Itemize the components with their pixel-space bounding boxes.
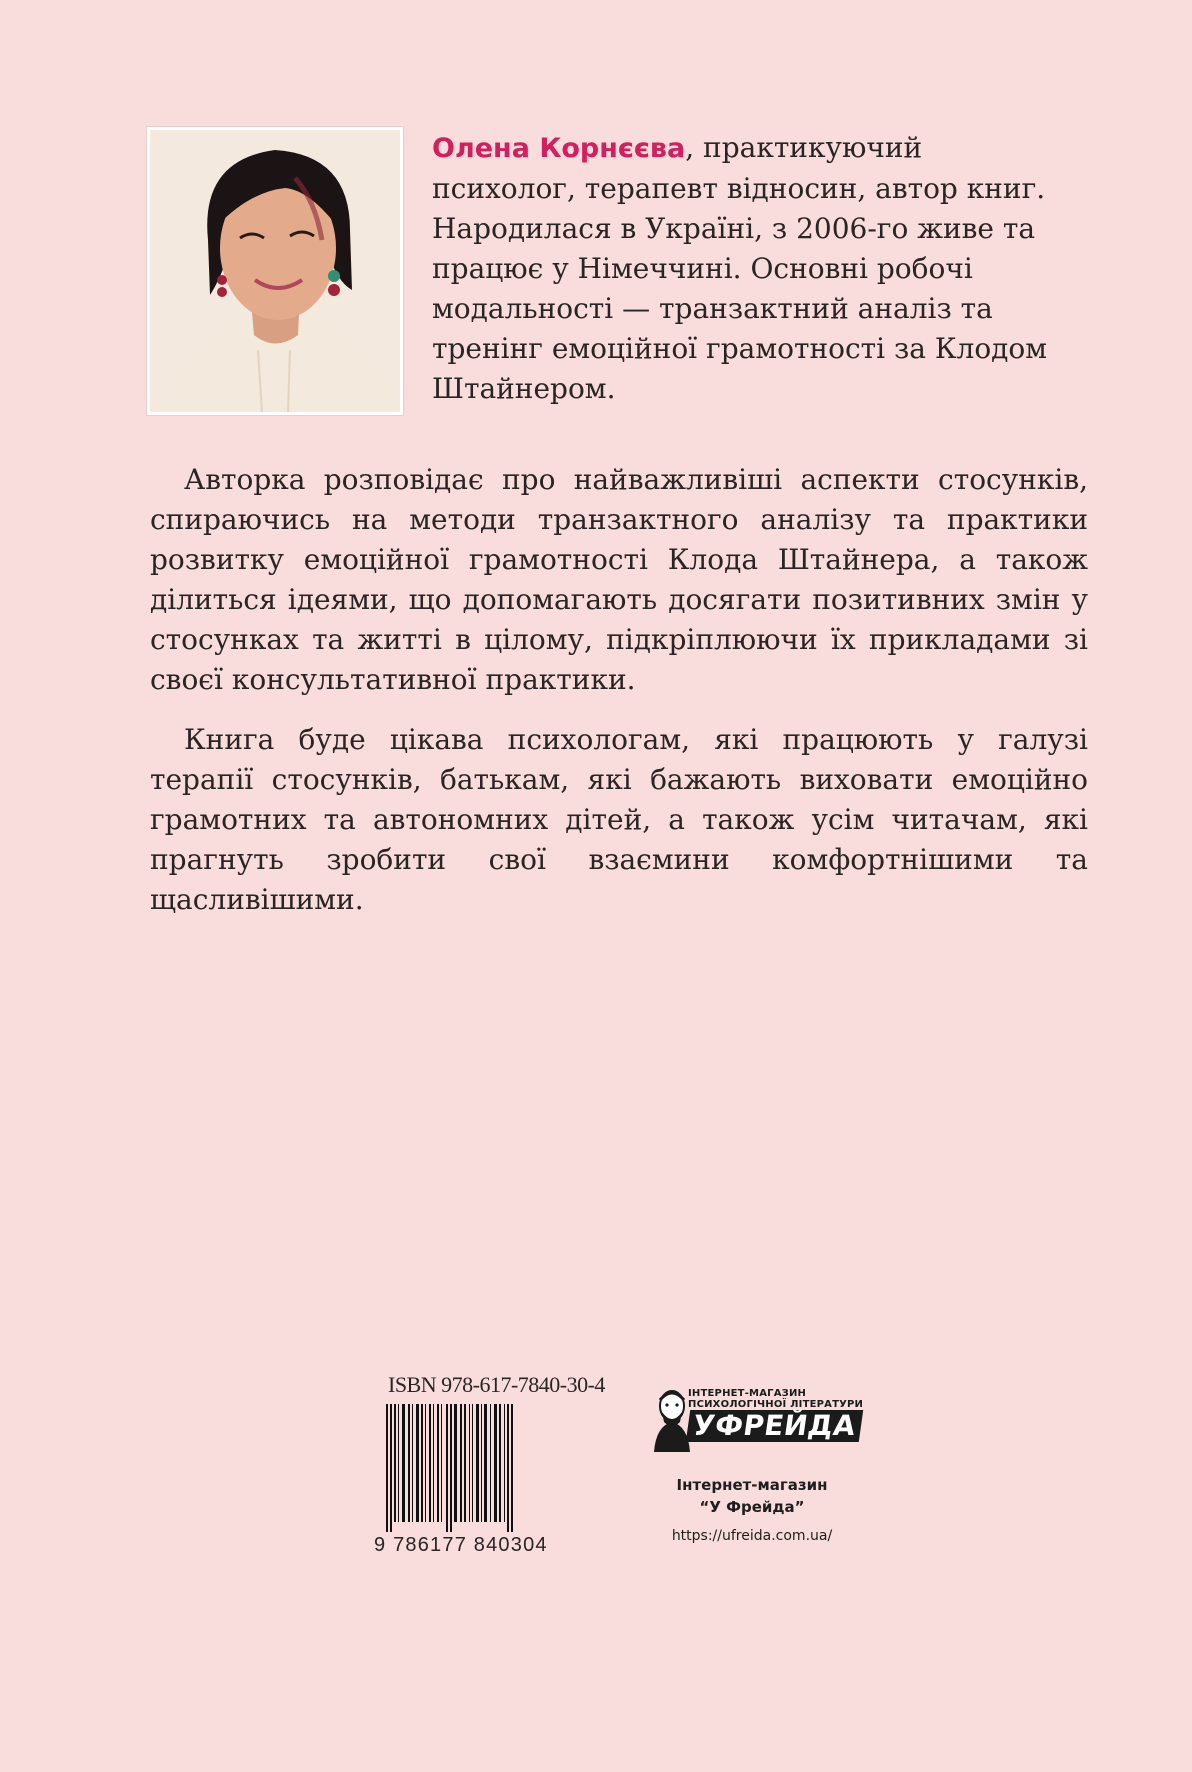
barcode-bar <box>490 1404 491 1522</box>
barcode-bar <box>511 1404 513 1532</box>
author-photo <box>150 130 400 412</box>
barcode-bar <box>464 1404 466 1522</box>
barcode-bar <box>484 1404 487 1522</box>
description-paragraph: Книга буде цікава психологам, які працюють у галузі терапії стосунків, батькам, які бажають виховати емоційно грамотних та автономних дітей, а також усім читачам, які прагнуть зробити свої взаємини комфортнішими та щасливішими. <box>150 723 1088 916</box>
publisher-caption <box>648 1474 856 1518</box>
barcode-bar <box>425 1404 426 1522</box>
description-paragraph: Авторка розповідає про найважливіші аспекти стосунків, спираючись на методи транзактного аналізу та практики розвитку емоційної грамотності Клода Штайнера, а також ділиться ідеями, що допомагають досягати позитивних змін у стосунках та житті в цілому, підкріплюючи їх прикладами зі своєї консультативної практики. <box>150 463 1088 696</box>
barcode-bar <box>402 1404 405 1522</box>
logo-tagline <box>688 1388 863 1410</box>
barcode-bar <box>398 1404 399 1522</box>
barcode-bar <box>507 1404 509 1532</box>
publisher-caption-line: Інтернет-магазин <box>676 1476 828 1494</box>
barcode-bar <box>437 1404 439 1522</box>
logo-tagline-line: ПСИХОЛОГІЧНОЇ ЛІТЕРАТУРИ <box>688 1399 864 1410</box>
barcode-bar <box>450 1404 452 1532</box>
book-description <box>150 460 1088 940</box>
barcode-bar <box>429 1404 431 1522</box>
barcode-bar <box>433 1404 434 1522</box>
logo-tagline-line: ІНТЕРНЕТ-МАГАЗИН <box>688 1388 807 1399</box>
barcode-bar <box>454 1404 457 1522</box>
barcode-bar <box>476 1404 479 1522</box>
barcode-bar <box>481 1404 482 1522</box>
author-bio <box>432 128 1072 409</box>
barcode-bar <box>394 1404 396 1522</box>
publisher-block <box>648 1386 864 1544</box>
barcode-bar <box>412 1404 413 1522</box>
barcode-bar <box>504 1404 505 1522</box>
barcode-bar <box>386 1404 388 1532</box>
barcode-bar <box>499 1404 501 1522</box>
barcode-bar <box>446 1404 448 1532</box>
barcode-bar <box>472 1404 473 1522</box>
publisher-url[interactable]: https://ufreida.com.ua/ <box>671 1528 833 1544</box>
logo-brand-text: УФРЕЙДА <box>686 1410 863 1442</box>
barcode-bar <box>408 1404 410 1522</box>
author-name: Олена Корнєєва <box>432 133 686 164</box>
barcode-bar <box>441 1404 442 1522</box>
barcode-bar <box>460 1404 462 1522</box>
barcode-bar <box>421 1404 423 1522</box>
author-portrait-icon <box>150 130 400 412</box>
barcode-bar <box>469 1404 470 1522</box>
isbn-label: ISBN 978-617-7840-30-4 <box>388 1372 605 1397</box>
barcode-bar <box>494 1404 497 1522</box>
barcode-icon <box>372 1404 588 1532</box>
barcode-bar <box>416 1404 419 1522</box>
isbn-digits: 9 786177 840304 <box>374 1534 548 1556</box>
isbn-barcode-block <box>372 1372 605 1557</box>
author-bio-text: , практикуючий психолог, терапевт відносин, автор книг. Народилася в Україні, з 2006-го живе та працює у Німеччині. Основні робочі модальності — транзактний аналіз та тренінг емоційної грамотності за Клодом Штайнером. <box>432 131 1048 405</box>
publisher-caption-line: “У Фрейда” <box>699 1498 805 1516</box>
barcode-bar <box>390 1404 392 1532</box>
publisher-logo <box>648 1386 864 1452</box>
